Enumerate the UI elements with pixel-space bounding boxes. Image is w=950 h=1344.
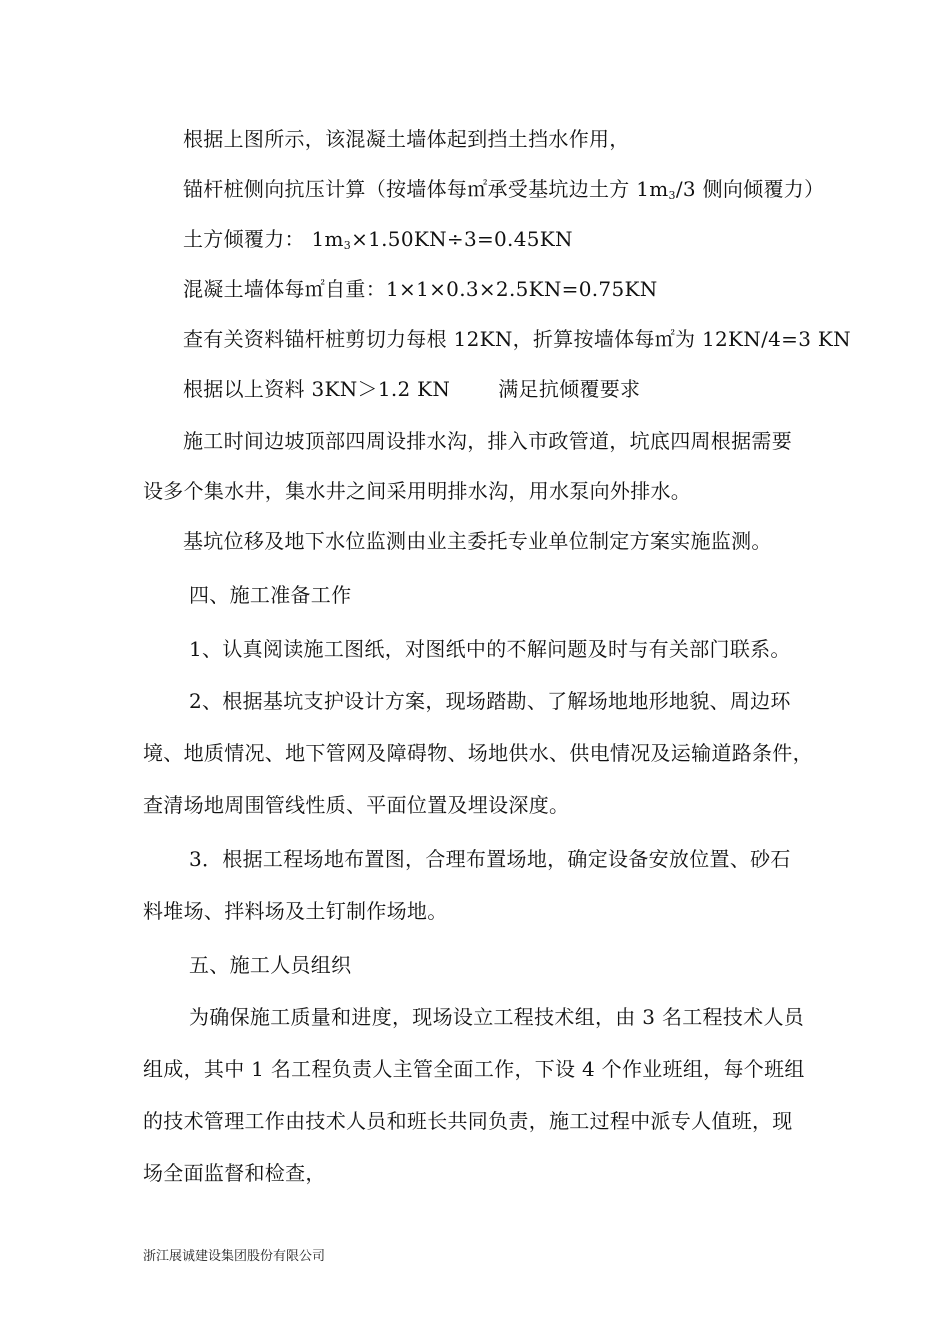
section-heading: 五、施工人员组织	[189, 953, 352, 977]
text-segment: 满足抗倾覆要求	[498, 377, 641, 401]
unit-subscript: 3	[668, 189, 676, 202]
text-segment: 土方倾覆力： 1m	[183, 227, 344, 251]
text-line: 混凝土墙体每㎡自重：1×1×0.3×2.5KN=0.75KN	[183, 277, 658, 301]
text-line: 施工时间边坡顶部四周设排水沟，排入市政管道，坑底四周根据需要	[183, 429, 792, 453]
text-line: 根据上图所示，该混凝土墙体起到挡土挡水作用，	[183, 127, 630, 151]
text-line	[183, 176, 824, 209]
page-footer: 浙江展诚建设集团股份有限公司	[143, 1249, 326, 1264]
text-segment: /3 侧向倾覆力）	[675, 177, 825, 201]
text-segment: 根据以上资料 3KN＞1.2 KN	[183, 377, 451, 401]
text-line: 境、地质情况、地下管网及障碍物、场地供水、供电情况及运输道路条件，	[143, 741, 813, 765]
text-line: 2、根据基坑支护设计方案，现场踏勘、了解场地地形地貌、周边环	[189, 689, 791, 713]
text-line: 基坑位移及地下水位监测由业主委托专业单位制定方案实施监测。	[183, 529, 772, 553]
text-line: 为确保施工质量和进度，现场设立工程技术组，由 3 名工程技术人员	[189, 1005, 805, 1029]
text-line: 3．根据工程场地布置图，合理布置场地，确定设备安放位置、砂石	[189, 847, 791, 871]
section-heading: 四、施工准备工作	[189, 583, 352, 607]
text-line: 场全面监督和检查，	[143, 1161, 326, 1185]
text-segment: ×1.50KN÷3=0.45KN	[351, 227, 573, 251]
text-line: 料堆场、拌料场及土钉制作场地。	[143, 899, 448, 923]
text-line: 的技术管理工作由技术人员和班长共同负责，施工过程中派专人值班，现	[143, 1109, 793, 1133]
text-line: 查有关资料锚杆桩剪切力每根 12KN，折算按墙体每㎡为 12KN/4=3 KN	[183, 327, 851, 351]
unit-subscript: 3	[343, 239, 352, 252]
text-line: 查清场地周围管线性质、平面位置及埋设深度。	[143, 793, 570, 817]
text-line: 组成，其中 1 名工程负责人主管全面工作，下设 4 个作业班组，每个班组	[143, 1057, 805, 1081]
text-line: 设多个集水井，集水井之间采用明排水沟，用水泵向外排水。	[143, 479, 692, 503]
text-line	[183, 376, 640, 402]
text-line	[183, 226, 573, 259]
text-line: 1、认真阅读施工图纸，对图纸中的不解问题及时与有关部门联系。	[189, 637, 791, 661]
text-segment: 锚杆桩侧向抗压计算（按墙体每㎡承受基坑边土方 1m	[183, 177, 669, 201]
